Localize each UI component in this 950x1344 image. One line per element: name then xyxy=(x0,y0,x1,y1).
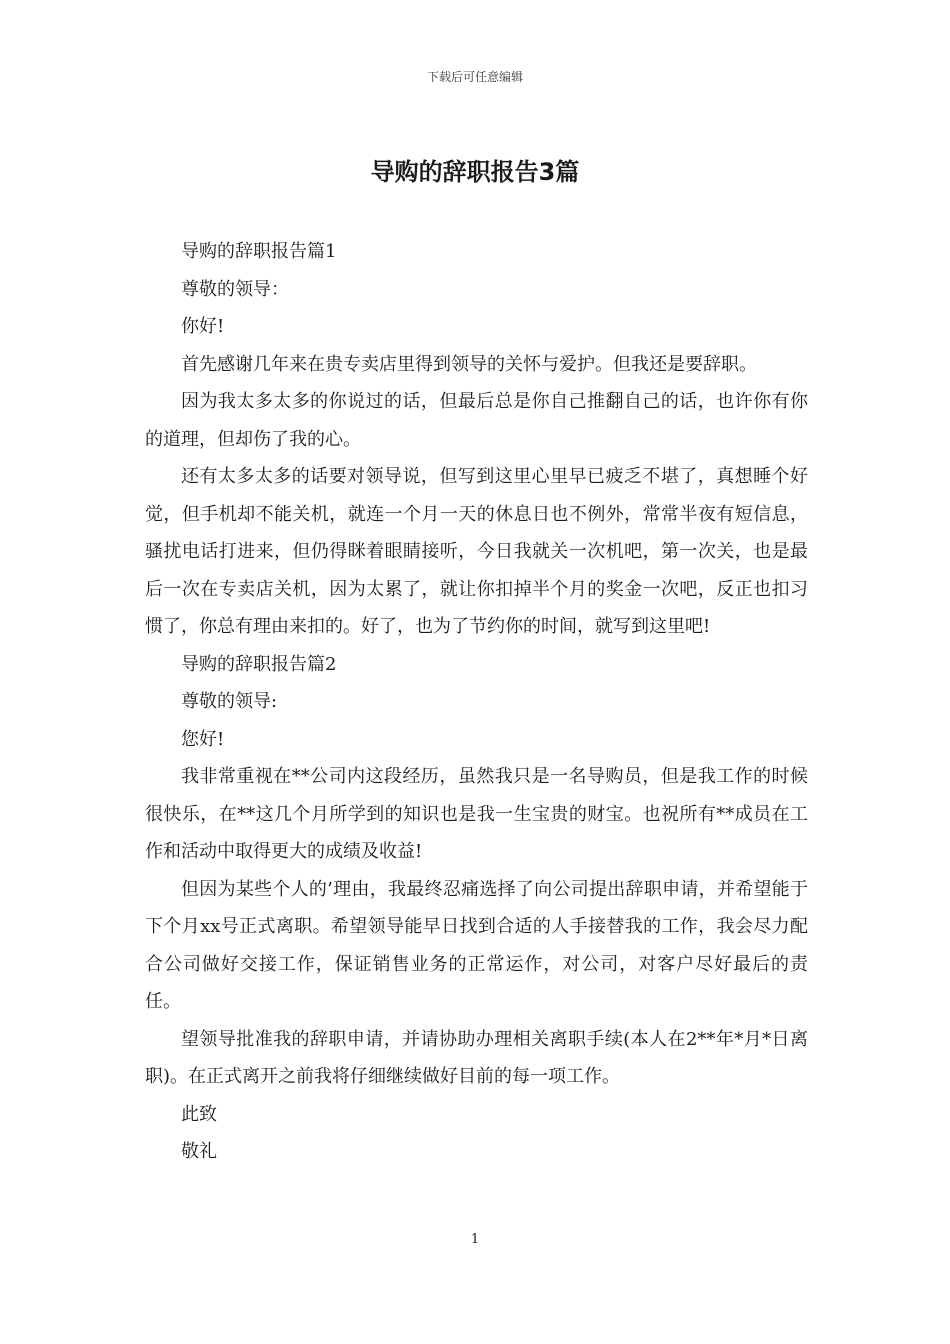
body-paragraph: 还有太多太多的话要对领导说，但写到这里心里早已疲乏不堪了，真想睡个好觉，但手机却不能关机，就连一个月一天的休息日也不例外，常常半夜有短信息，骚扰电话打进来，但仍得眯着眼睛接听，今日我就关一次机吧，第一次关，也是最后一次在专卖店关机，因为太累了，就让你扣掉半个月的奖金一次吧，反正也扣习惯了，你总有理由来扣的。好了，也为了节约你的时间，就写到这里吧! xyxy=(145,466,808,637)
salutation: 尊敬的领导： xyxy=(181,278,289,300)
section-heading-1: 导购的辞职报告篇1 xyxy=(181,241,337,262)
document-body xyxy=(145,233,808,1171)
closing-line: 此致 xyxy=(181,1103,217,1125)
section-heading-2: 导购的辞职报告篇2 xyxy=(181,653,337,675)
page-number: 1 xyxy=(470,1232,480,1247)
body-paragraph: 因为我太多太多的你说过的话，但最后总是你自己推翻自己的话，也许你有你的道理，但却伤了我的心。 xyxy=(145,391,808,450)
body-paragraph: 但因为某些个人的’理由，我最终忍痛选择了向公司提出辞职申请，并希望能于下个月xx号正式离职。希望领导能早日找到合适的人手接替我的工作，我会尽力配合公司做好交接工作，保证销售业务的正常运作，对公司，对客户尽好最后的责任。 xyxy=(145,878,808,1012)
greeting: 你好! xyxy=(181,316,225,337)
salutation: 尊敬的领导: xyxy=(181,691,278,712)
body-paragraph: 望领导批准我的辞职申请，并请协助办理相关离职手续(本人在2**年*月*日离职)。在正式离开之前我将仔细继续做好目前的每一项工作。 xyxy=(145,1028,808,1087)
document-title: 导购的辞职报告3篇 xyxy=(370,158,580,186)
body-paragraph: 首先感谢几年来在贵专卖店里得到领导的关怀与爱护。但我还是要辞职。 xyxy=(181,353,757,375)
header-note: 下载后可任意编辑 xyxy=(426,70,523,84)
body-paragraph: 我非常重视在**公司内这段经历，虽然我只是一名导购员，但是我工作的时候很快乐，在**这几个月所学到的知识也是我一生宝贵的财宝。也祝所有**成员在工作和活动中取得更大的成绩及收益! xyxy=(145,766,808,862)
closing-line: 敬礼 xyxy=(181,1141,217,1162)
greeting: 您好! xyxy=(181,728,225,750)
